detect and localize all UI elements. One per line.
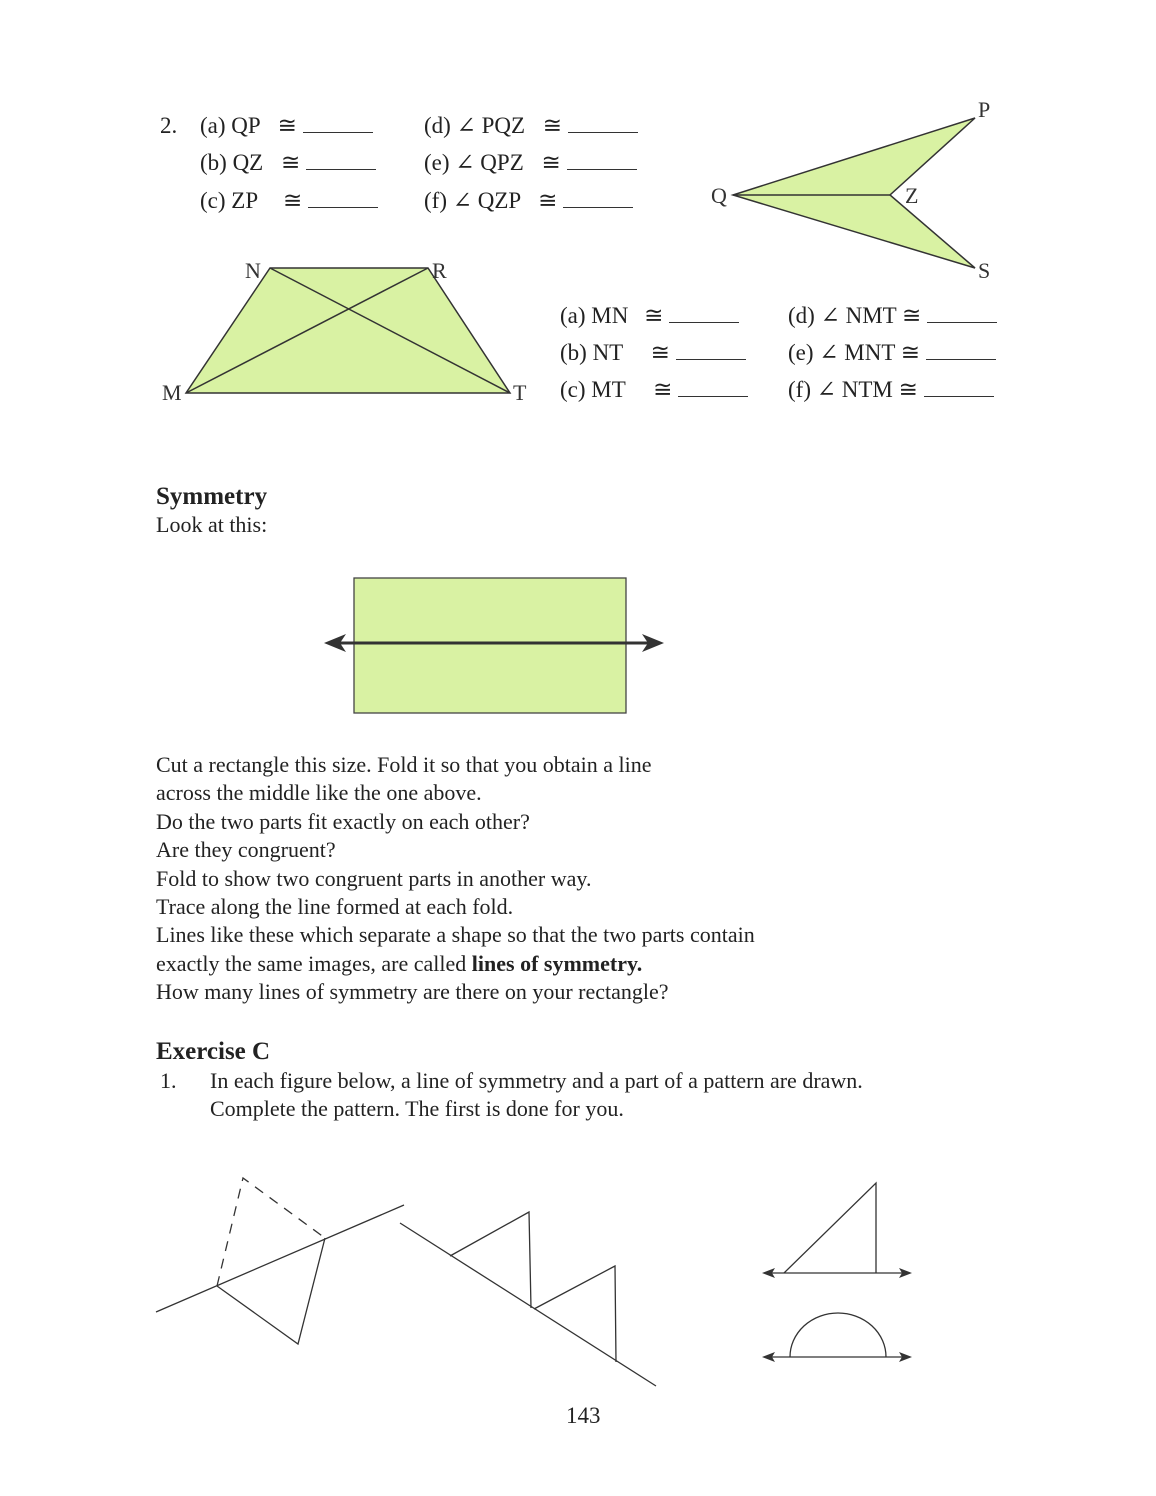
vertex-label-n: N [245,258,261,283]
paragraph-text: exactly the same images, are called [156,950,472,976]
instruction-line: In each figure below, a line of symmetry and a part of a pattern are drawn. [210,1068,863,1093]
paragraph-line: How many lines of symmetry are there on your rectangle? [156,979,669,1005]
arrowhead-figure [711,97,990,283]
vertex-label-t: T [513,380,527,405]
vertex-label-r: R [432,258,447,283]
exercise-figure-3 [762,1183,912,1278]
paragraph-line: across the middle like the one above. [156,780,482,806]
exercise-figure-2 [400,1212,656,1386]
item-label: (d) ∠ PQZ [424,113,526,138]
pattern-triangle [217,1238,325,1344]
item-label: (b) NT [560,340,623,365]
section-heading-symmetry: Symmetry [156,483,268,510]
pattern-semicircle [790,1313,886,1357]
congruent-symbol: ≅ [644,303,664,328]
congruent-symbol: ≅ [280,150,301,175]
paragraph-line: Do the two parts fit exactly on each other? [156,808,530,834]
paragraph-line: Lines like these which separate a shape so that the two parts contain [156,922,755,948]
congruent-symbol: ≅ [542,113,563,138]
item-label: (b) QZ [200,150,264,175]
congruent-symbol: ≅ [538,188,558,213]
exercise-figure-1 [156,1178,404,1344]
pattern-triangle [450,1212,531,1308]
congruent-symbol: ≅ [653,377,673,402]
instruction-line: Complete the pattern. The first is done for you. [210,1096,624,1122]
congruent-symbol: ≅ [277,113,297,138]
paragraph-line: Cut a rectangle this size. Fold it so that you obtain a line [156,752,652,777]
trapezoid-shape [186,268,510,393]
arrowhead-shape [733,118,975,268]
symmetry-rectangle-figure [324,578,664,713]
paragraph-line [156,950,755,978]
pattern-triangle [784,1183,876,1273]
item-label: (a) MN [560,303,629,328]
item-label: (f) ∠ QZP [424,188,521,213]
paragraph-line: Are they congruent? [156,837,336,863]
item-label: (c) MT [560,377,626,402]
question-number: 2. [160,113,178,138]
congruent-symbol: ≅ [650,340,670,365]
item-label: (f) ∠ NTM [788,377,893,402]
symmetry-line [400,1223,656,1386]
trapezoid-figure [162,258,527,405]
pattern-triangle [534,1266,616,1362]
congruent-symbol: ≅ [900,340,921,365]
item-label: (e) ∠ QPZ [424,150,524,175]
term-lines-of-symmetry: lines of symmetry. [471,950,643,976]
vertex-label-p: P [978,97,991,122]
vertex-label-s: S [978,258,991,283]
item-label: (d) ∠ NMT [788,303,897,328]
item-label: (e) ∠ MNT [788,340,895,365]
page-number: 143 [566,1403,601,1428]
congruent-symbol: ≅ [902,303,922,328]
item-label: (a) QP [200,113,260,138]
exercise-figure-4 [762,1313,912,1362]
exercise-number: 1. [160,1068,177,1093]
symmetry-line [156,1205,404,1312]
vertex-label-z: Z [905,183,919,208]
symmetry-intro: Look at this: [156,512,268,537]
congruent-symbol: ≅ [541,150,561,175]
congruent-symbol: ≅ [898,377,918,402]
section-heading-exercise: Exercise C [156,1038,271,1065]
paragraph-line: Fold to show two congruent parts in another way. [156,865,592,891]
rectangle-shape [354,578,626,713]
item-label: (c) ZP [200,188,258,213]
vertex-label-m: M [162,380,182,405]
vertex-label-q: Q [711,183,727,208]
congruent-symbol: ≅ [283,188,303,213]
paragraph-line: Trace along the line formed at each fold. [156,894,514,920]
symmetry-paragraph [156,751,755,1007]
exercise-instruction [210,1067,863,1124]
reflected-triangle-dashed [217,1178,325,1286]
